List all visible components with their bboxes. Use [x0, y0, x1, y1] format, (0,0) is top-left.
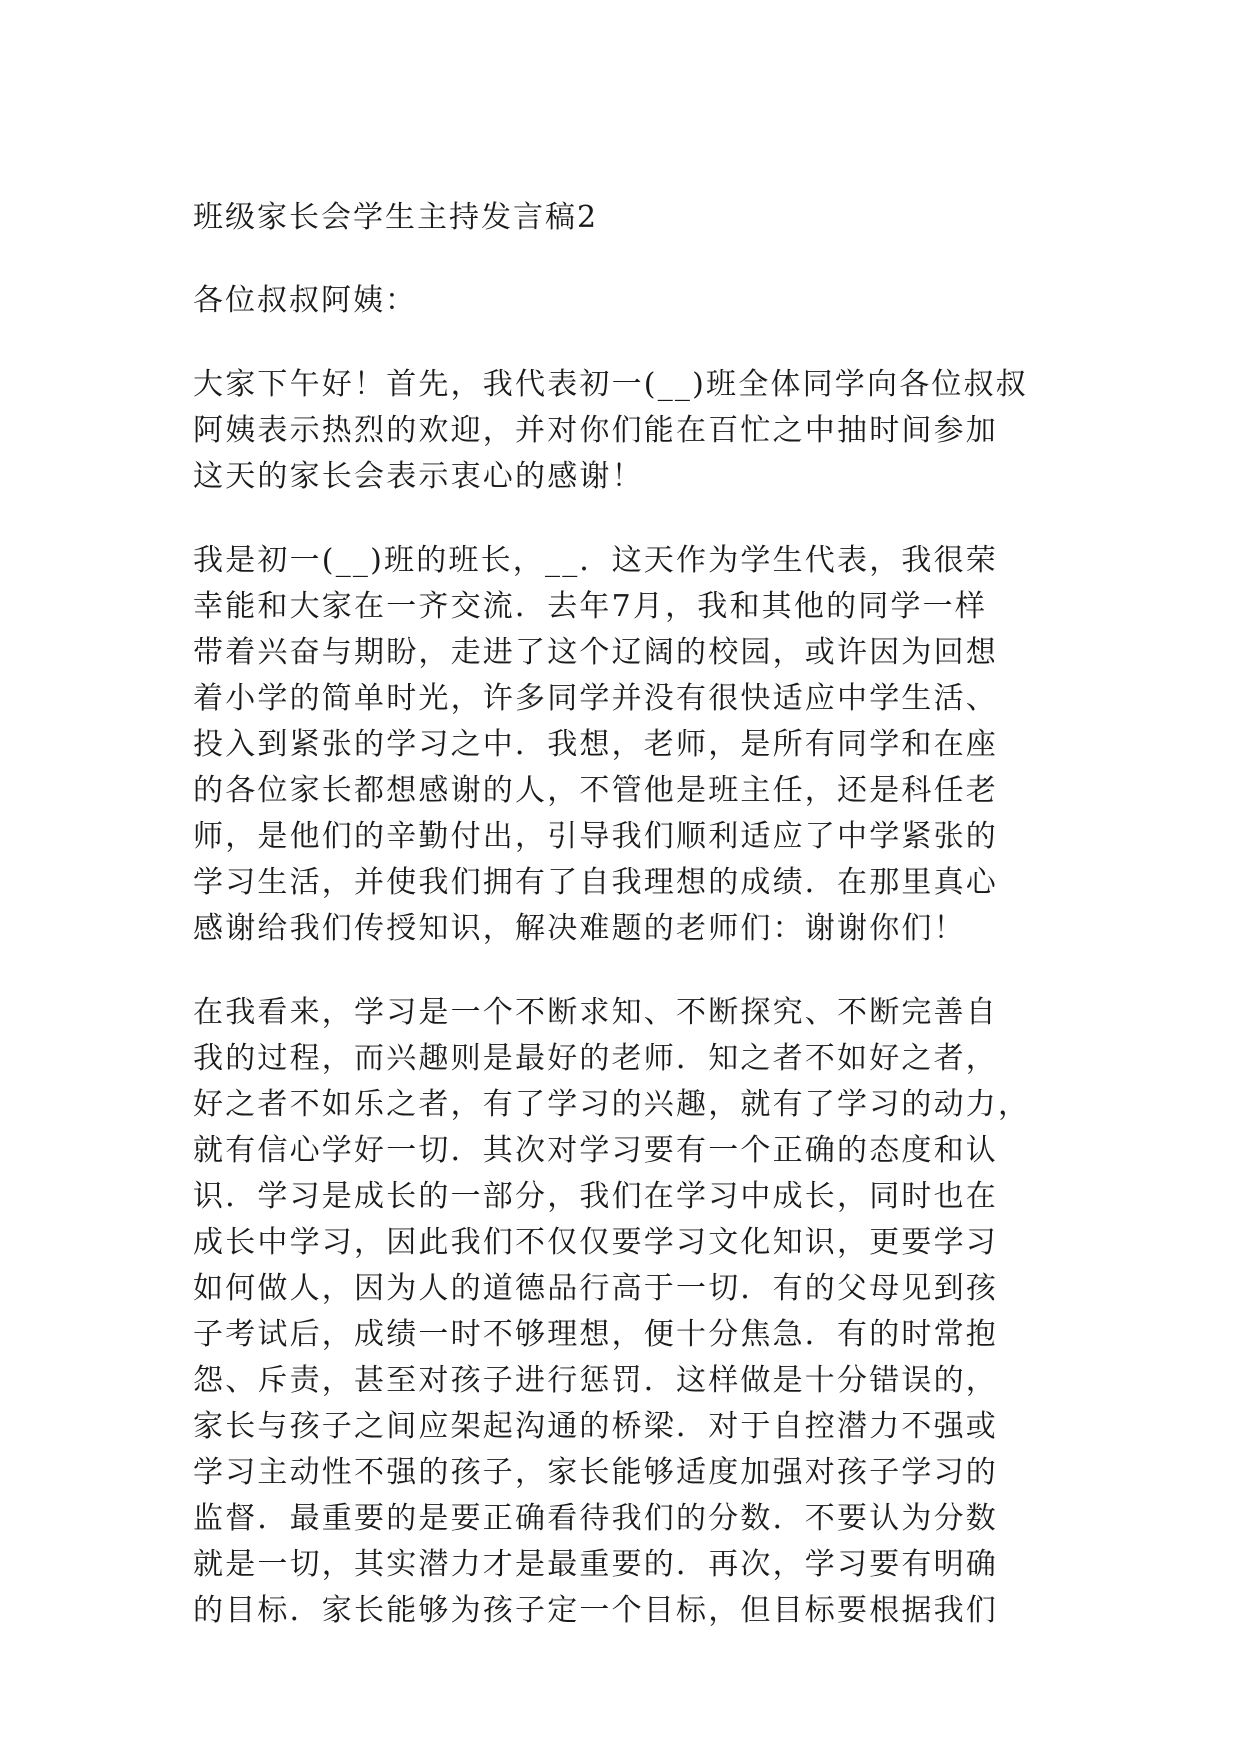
paragraph-line: 家长与孩子之间应架起沟通的桥梁．对于自控潜力不强或	[193, 1409, 998, 1444]
paragraph-line: 如何做人，因为人的道德品行高于一切．有的父母见到孩	[193, 1271, 998, 1306]
paragraph-line: 大家下午好！首先，我代表初一(__)班全体同学向各位叔叔	[193, 367, 1029, 402]
paragraph-line: 在我看来，学习是一个不断求知、不断探究、不断完善自	[193, 995, 998, 1030]
paragraph-line: 学习生活，并使我们拥有了自我理想的成绩．在那里真心	[193, 865, 998, 900]
paragraph-line: 就是一切，其实潜力才是最重要的．再次，学习要有明确	[193, 1547, 998, 1582]
paragraph-line: 带着兴奋与期盼，走进了这个辽阔的校园，或许因为回想	[193, 635, 998, 670]
paragraph-line: 怨、斥责，甚至对孩子进行惩罚．这样做是十分错误的，	[193, 1363, 998, 1398]
paragraph-introduction	[193, 538, 1033, 952]
paragraph-line: 识．学习是成长的一部分，我们在学习中成长，同时也在	[193, 1179, 998, 1214]
paragraph-line: 我的过程，而兴趣则是最好的老师．知之者不如好之者，	[193, 1041, 998, 1076]
paragraph-learning	[193, 990, 1033, 1634]
salutation: 各位叔叔阿姨：	[193, 283, 417, 318]
paragraph-line: 子考试后，成绩一时不够理想，便十分焦急．有的时常抱	[193, 1317, 998, 1352]
paragraph-line: 幸能和大家在一齐交流．去年7月，我和其他的同学一样	[193, 589, 988, 624]
paragraph-line: 就有信心学好一切．其次对学习要有一个正确的态度和认	[193, 1133, 998, 1168]
paragraph-line: 感谢给我们传授知识，解决难题的老师们：谢谢你们！	[193, 911, 966, 946]
document-title: 班级家长会学生主持发言稿2	[193, 200, 599, 235]
paragraph-line: 我是初一(__)班的班长，__．这天作为学生代表，我很荣	[193, 543, 999, 578]
paragraph-line: 阿姨表示热烈的欢迎，并对你们能在百忙之中抽时间参加	[193, 413, 998, 448]
paragraph-line: 的目标．家长能够为孩子定一个目标，但目标要根据我们	[193, 1593, 998, 1628]
paragraph-line: 这天的家长会表示衷心的感谢！	[193, 459, 644, 494]
paragraph-line: 好之者不如乐之者，有了学习的兴趣，就有了学习的动力，	[193, 1087, 1031, 1122]
paragraph-line: 投入到紧张的学习之中．我想，老师，是所有同学和在座	[193, 727, 998, 762]
document-body	[193, 195, 1033, 1634]
paragraph-line: 成长中学习，因此我们不仅仅要学习文化知识，更要学习	[193, 1225, 998, 1260]
paragraph-line: 的各位家长都想感谢的人，不管他是班主任，还是科任老	[193, 773, 998, 808]
paragraph-line: 监督．最重要的是要正确看待我们的分数．不要认为分数	[193, 1501, 998, 1536]
paragraph-opening	[193, 362, 1033, 500]
paragraph-line: 着小学的简单时光，许多同学并没有很快适应中学生活、	[193, 681, 998, 716]
paragraph-line: 学习主动性不强的孩子，家长能够适度加强对孩子学习的	[193, 1455, 998, 1490]
paragraph-line: 师，是他们的辛勤付出，引导我们顺利适应了中学紧张的	[193, 819, 998, 854]
